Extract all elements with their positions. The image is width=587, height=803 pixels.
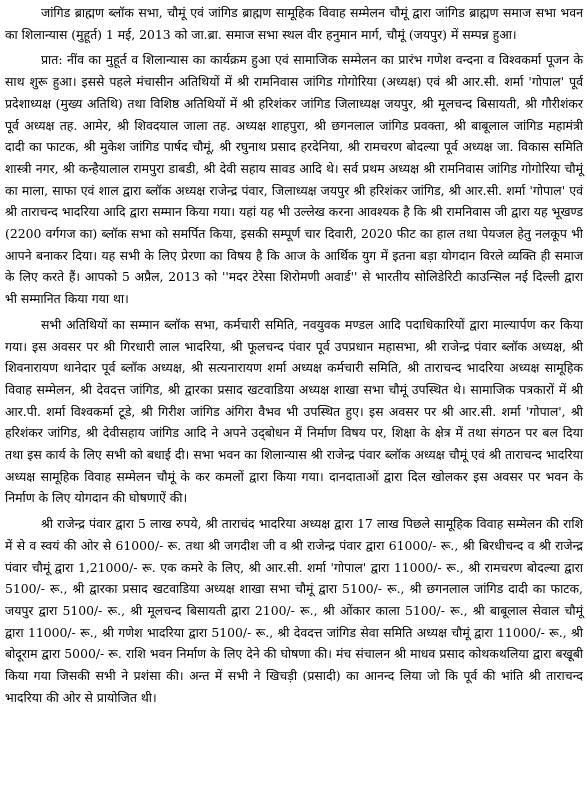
paragraph-donations: श्री राजेन्द्र पंवार द्वारा 5 लाख रुपये, श्री ताराचंद भादरिया अध्यक्ष द्वारा 17 लाख पिछले सामूहिक विवाह सम्मेलन की राशि में से व स्वयं की ओर से 61000/- रू. तथा श्री जगदीश जी व श्री राजेन्द्र पंवार द्वारा 61000/- रू., श्री बिरधीचन्द व श्री राजेन्द्र पंवार चौमूं द्वारा 1,21000/- रू. एक कमरे के लिए, श्री आर.सी. शर्मा 'गोपाल' द्वारा 11000/- रू., श्री रामचरण बोदल्या द्वारा 5100/- रू., श्री द्वारका प्रसाद खटवाडिया अध्यक्ष शाखा सभा चौमूं द्वारा 5100/- रू., श्री छगनलाल जांगिड दादी का फाटक, जयपुर द्वारा 5100/- रू., श्री मूलचन्द बिसायती द्वारा 2100/- रू., श्री ओंकार काला 5100/- रू., श्री बाबूलाल सेवाल चौमूं द्वारा 11000/- रू., श्री गणेश भादरिया द्वारा 5100/- रू., श्री देवदत्त जांगिड सेवा समिति अध्यक्ष चौमूं द्वारा 11000/- रू., श्री बोदूराम द्वारा 5000/- रू. राशि भवन निर्माण के लिए देने की घोषणा की। मंच संचालन श्री माधव प्रसाद कोथकथलिया द्वारा बखूबी किया गया जिसकी सभी ने प्रशंसा की। अन्त में सभी ने खिचड़ी (प्रसादी) का आनन्द लिया जो कि पूर्व की भांति श्री ताराचन्द भादरिया की ओर से प्रायोजित थी।: [5, 516, 583, 705]
paragraph-intro: जांगिड ब्राह्मण ब्लॉक सभा, चौमूं एवं जांगिड ब्राह्मण सामूहिक विवाह सम्मेलन चौमूं द्वारा जांगिड ब्राह्मण समाज सभा भवन का शिलान्यास (मुहूर्त) 1 मई, 2013 को जा.ब्रा. समाज सभा स्थल वीर हनुमान मार्ग, चौमूं (जयपुर) में सम्पन्न हुआ।: [5, 5, 583, 42]
paragraph-ceremony-guests: प्रात: नींव का मुहूर्त व शिलान्यास का कार्यक्रम हुआ एवं सामाजिक सम्मेलन का प्रारंभ गणेश वन्दना व विश्वकर्मा पूजन के साथ शुरू हुआ। इससे पहले मंचासीन अतिथियों में श्री रामनिवास जांगिड गोगोरिया (अध्यक्ष) एवं श्री आर.सी. शर्मा 'गोपाल' पूर्व प्रदेशाध्यक्ष (मुख्य अतिथि) तथा विशिष्ठ अतिथियों में श्री हरिशंकर जांगिड जिलाध्यक्ष जयपुर, श्री मूलचन्द बिसायती, श्री गौरीशंकर पूर्व अध्यक्ष तह. आमेर, श्री शिवदयाल जाला तह. अध्यक्ष शाहपुरा, श्री छगनलाल जांगिड प्रवक्ता, श्री बाबूलाल जांगिड महामंत्री दादी का फाटक, श्री मुकेश जांगिड पार्षद चौमूं, श्री रघुनाथ प्रसाद हरदेनिया, श्री रामचरण बोदल्या पूर्व अध्यक्ष जा. विकास समिति शास्त्री नगर, श्री कन्हैयालाल रामपुरा डाबडी, श्री देवी सहाय सावड आदि थे। सर्व प्रथम अध्यक्ष श्री रामनिवास जांगिड गोगोरिया चौमूं का माला, साफा एवं शाल द्वारा ब्लॉक अध्यक्ष राजेन्द्र पंवार, जिलाध्यक्ष जयपुर श्री हरिशंकर जांगिड, श्री आर.सी. शर्मा 'गोपाल' एवं श्री ताराचन्द भादरिया आदि द्वारा सम्मान किया गया। यहां यह भी उल्लेख करना आवश्यक है कि श्री रामनिवास जी द्वारा यह भूखण्ड (2200 वर्गगज का) ब्लॉक सभा को समर्पित किया, इसकी सम्पूर्ण चार दिवारी, 2020 फीट का हाल तथा पेयजल हेतु नलकूप भी आपने बनाकर दिया। यह सभी के लिए प्रेरणा का विषय है कि आज के आर्थिक युग में इतना बड़ा योगदान विरले व्यक्ति ही समाज के लिए करते हैं। आपको 5 अप्रैल, 2013 को ''मदर टेरेसा शिरोमणी अवार्ड'' से भारतीय सोलिडेरिटी काउन्सिल नई दिल्ली द्वारा भी सम्मानित किया गया था।: [5, 52, 583, 307]
paragraph-felicitation: सभी अतिथियों का सम्मान ब्लॉक सभा, कर्मचारी समिति, नवयुवक मण्डल आदि पदाधिकारियों द्वारा माल्यार्पण कर किया गया। इस अवसर पर श्री गिरधारी लाल भादरिया, श्री फूलचन्द पंवार पूर्व उपप्रधान महासभा, श्री राजेन्द्र पंवार ब्लॉक अध्यक्ष, श्री शिवनारायण थानेदार पूर्व ब्लॉक अध्यक्ष, श्री सत्यनारायण शर्मा अध्यक्ष कर्मचारी समिति, श्री ताराचन्द भादरिया अध्यक्ष सामूहिक विवाह सम्मेलन, श्री देवदत्त जांगिड, श्री द्वारका प्रसाद खटवाडिया अध्यक्ष शाखा सभा चौमूं उपस्थित थे। सामाजिक पत्रकारों में श्री आर.पी. शर्मा विश्वकर्मा टूडे, श्री गिरीश जांगिड अंगिरा वैभव भी उपस्थित हुए। इस अवसर पर श्री आर.सी. शर्मा 'गोपाल', श्री हरिशंकर जांगिड, श्री देवीसहाय जांगिड आदि ने अपने उद्‌बोधन में निर्माण विषय पर, शिक्षा के क्षेत्र में तथा संगठन पर बल दिया तथा इस कार्य के लिए सभी को बधाई दी। सभा भवन का शिलान्यास श्री राजेन्द्र पंवार ब्लॉक अध्यक्ष चौमूं एवं श्री ताराचन्द भादरिया अध्यक्ष सामूहिक विवाह सम्मेलन चौमूं के कर कमलों द्वारा किया गया। दानदाताओं द्वारा दिल खोलकर इस अवसर पर भवन के निर्माण के लिए योगदान की घोषणाऐं की।: [5, 316, 583, 506]
document-body: [5, 2, 583, 709]
